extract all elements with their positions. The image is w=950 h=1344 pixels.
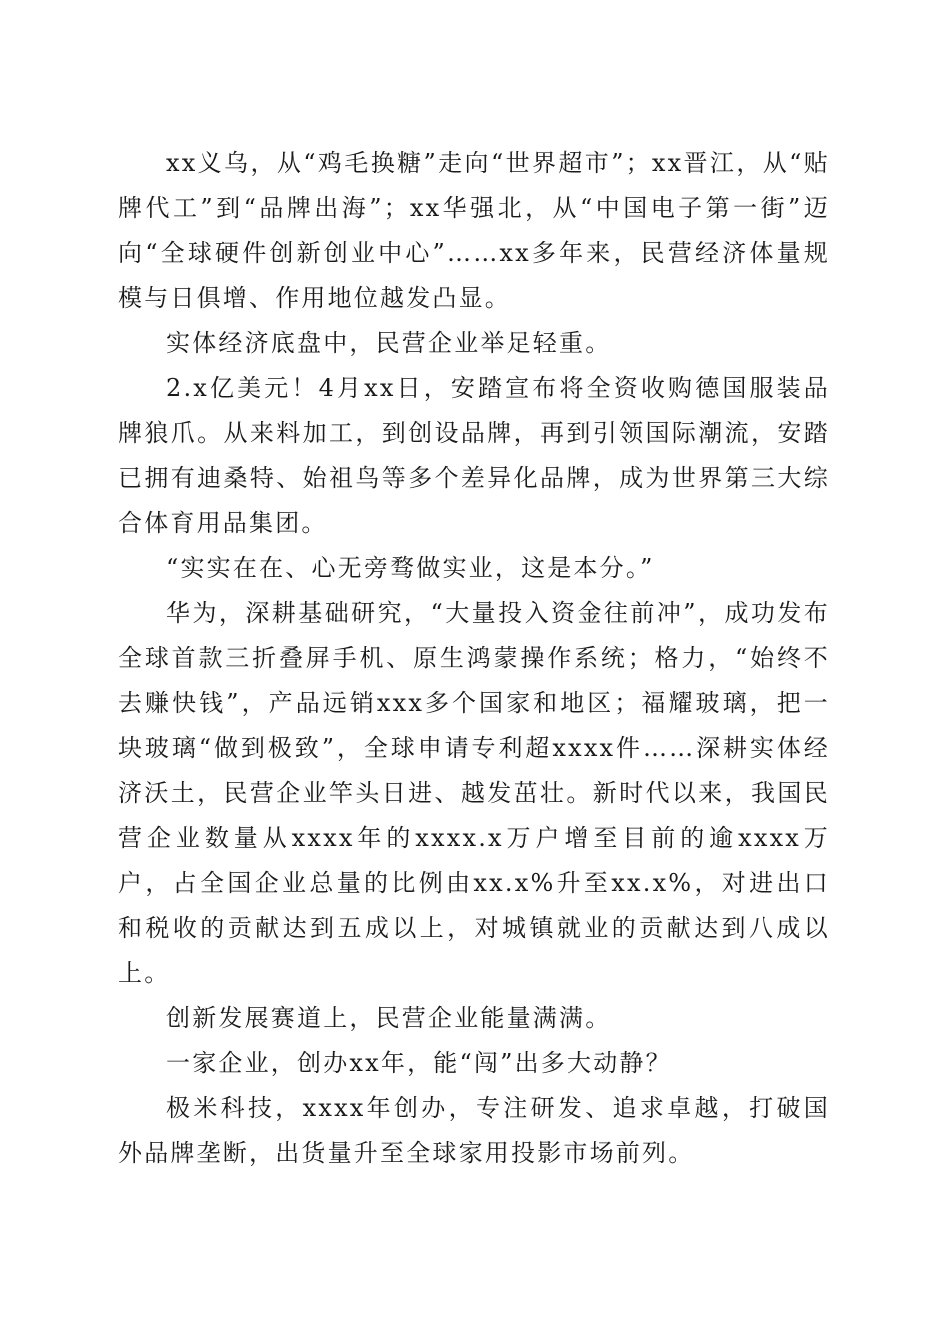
paragraph-yiwu-jinjiang-huaqiangbei: xx义乌，从“鸡毛换糖”走向“世界超市”；xx晋江，从“贴牌代工”到“品牌出海”；xx华强北，从“中国电子第一街”迈向“全球硬件创新创业中心”……xx多年来，民营经济体量规模与日俱增、作用地位越发凸显。: [118, 149, 830, 312]
document-body: [118, 141, 830, 1176]
paragraph-innovation: 创新发展赛道上，民营企业能量满满。: [166, 1004, 612, 1032]
paragraph-huawei-gree-fuyao: 华为，深耕基础研究，“大量投入资金往前冲”，成功发布全球首款三折叠屏手机、原生鸿蒙操作系统；格力，“始终不去赚快钱”，产品远销xxx多个国家和地区；福耀玻璃，把一块玻璃“做到极致”，全球申请专利超xxxx件……深耕实体经济沃土，民营企业竿头日进、越发茁壮。新时代以来，我国民营企业数量从xxxx年的xxxx.x万户增至目前的逾xxxx万户，占全国企业总量的比例由xx.x%升至xx.x%，对进出口和税收的贡献达到五成以上，对城镇就业的贡献达到八成以上。: [118, 599, 830, 987]
paragraph-question: 一家企业，创办xx年，能“闯”出多大动静？: [166, 1049, 672, 1077]
paragraph-xgimi: 极米科技，xxxx年创办，专注研发、追求卓越，打破国外品牌垄断，出货量升至全球家用投影市场前列。: [118, 1094, 830, 1167]
paragraph-real-economy: 实体经济底盘中，民营企业举足轻重。: [166, 329, 612, 357]
paragraph-quote: “实实在在、心无旁骛做实业，这是本分。”: [166, 554, 655, 582]
paragraph-anta: 2.x亿美元！4月xx日，安踏宣布将全资收购德国服装品牌狼爪。从来料加工，到创设品牌，再到引领国际潮流，安踏已拥有迪桑特、始祖鸟等多个差异化品牌，成为世界第三大综合体育用品集团。: [118, 374, 830, 537]
